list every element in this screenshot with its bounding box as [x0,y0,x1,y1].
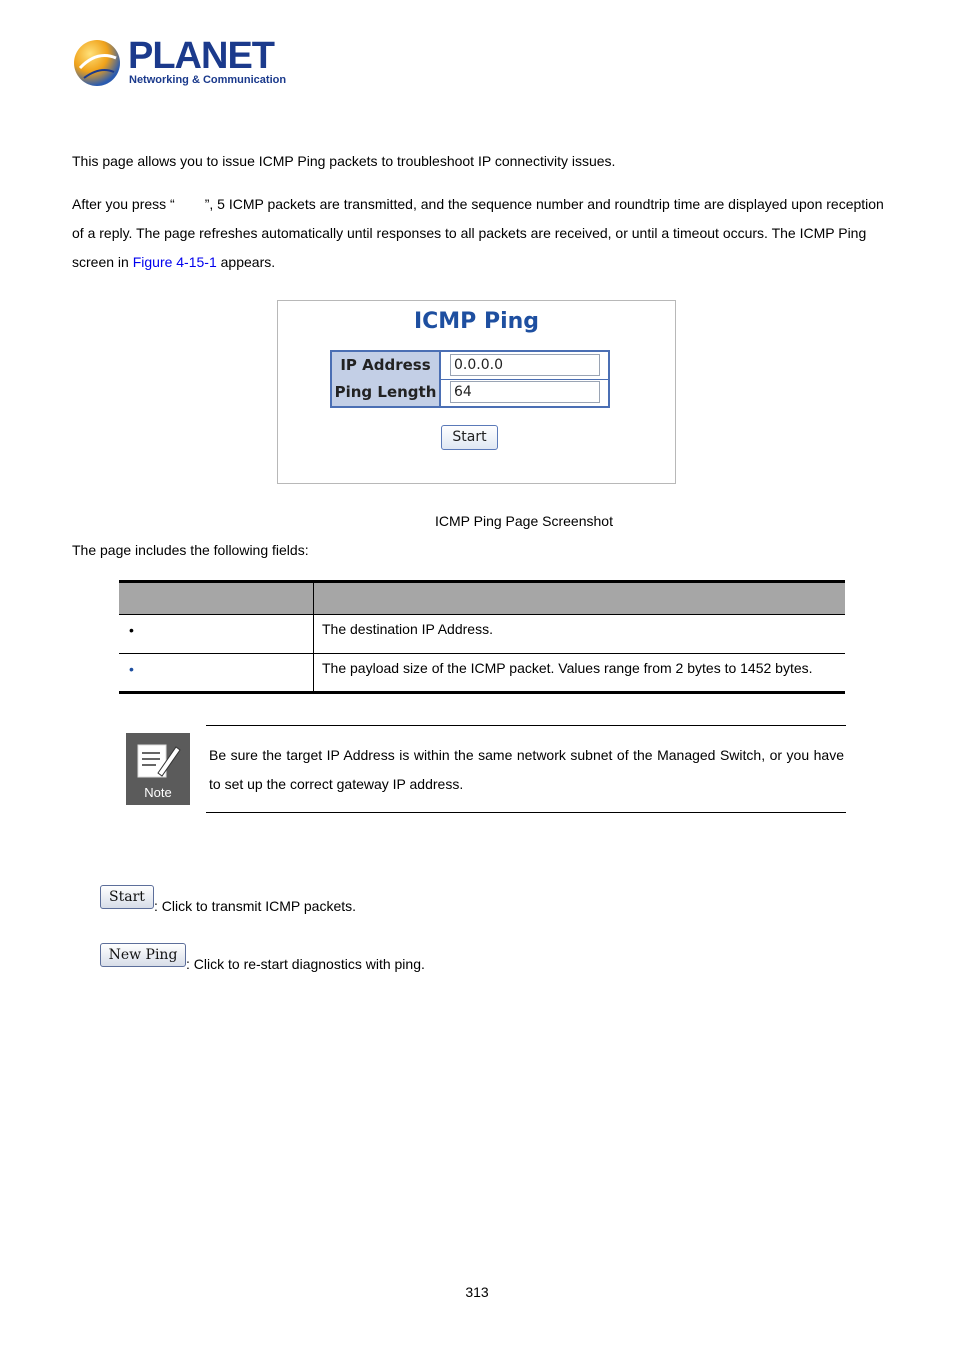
ip-address-row [332,352,608,380]
table-bottom-rule [119,691,845,694]
new-ping-button-description: : Click to re-start diagnostics with ping. [186,956,425,972]
note-text: Be sure the target IP Address is within the same network subnet of the Managed Switch, or you have to set up the correct gateway IP address. [209,747,844,792]
table-row-description: The payload size of the ICMP packet. Values range from 2 bytes to 1452 bytes. [322,660,813,676]
logo-tagline: Networking & Communication [129,74,287,86]
intro-paragraph-2 [72,190,884,277]
intro-p2-after: ”, 5 ICMP packets are transmitted, and the sequence number and roundtrip time are displayed upon reception of a reply. The page refreshes automatically until responses to all packets are received, or until a timeout occurs. The ICMP Ping screen in [72,196,884,270]
ping-length-input[interactable]: 64 [450,381,600,403]
note-icon [126,733,190,805]
table-row-description: The destination IP Address. [322,621,493,637]
notepad-pencil-icon [134,739,182,783]
start-button-description: : Click to transmit ICMP packets. [154,898,357,914]
ip-address-label: IP Address [332,352,441,379]
note-bottom-rule [206,812,846,813]
note-icon-label: Note [144,785,172,800]
globe-icon [72,38,122,88]
new-ping-button-image[interactable]: New Ping [100,943,186,967]
note-top-rule [206,725,846,726]
intro-p2-before: After you press “ [72,196,175,212]
planet-logo [72,35,287,92]
table-row-divider [119,614,845,615]
figure-form-table [330,350,610,408]
intro-paragraph-1: This page allows you to issue ICMP Ping packets to troubleshoot IP connectivity issues. [72,153,616,169]
page-number: 313 [465,1284,489,1300]
table-row-divider [119,653,845,654]
start-button-image[interactable]: Start [100,885,154,909]
table-column-divider [313,583,314,693]
figure-title: ICMP Ping [413,309,540,334]
ping-length-label: Ping Length [332,379,441,406]
intro-p2-end: appears. [216,254,276,270]
table-header [119,583,845,614]
logo-wordmark: PLANET [128,35,274,77]
figure-caption: ICMP Ping Page Screenshot [435,513,613,529]
table-row-bullet: • [129,661,134,677]
figure-link[interactable]: Figure 4-15-1 [132,254,217,270]
ip-address-input[interactable]: 0.0.0.0 [450,354,600,376]
fields-intro: The page includes the following fields: [72,542,309,558]
ping-length-row [332,379,608,406]
figure-start-button[interactable]: Start [441,425,498,450]
icmp-ping-figure [277,300,676,484]
table-row-bullet: • [129,622,134,638]
